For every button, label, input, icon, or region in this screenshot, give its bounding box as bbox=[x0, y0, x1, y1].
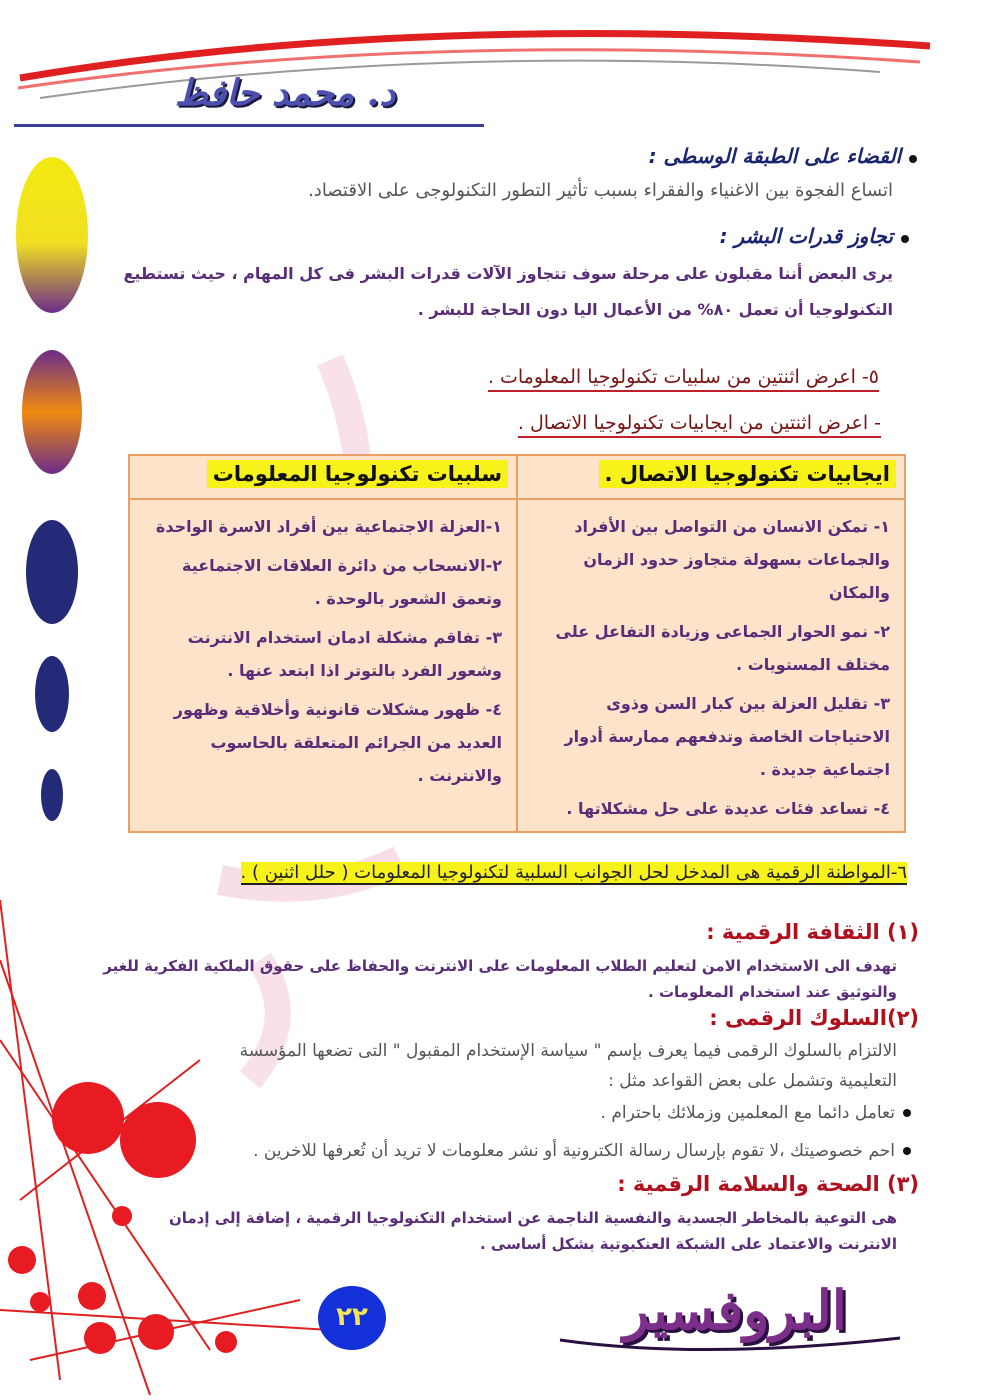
list-item: ١- تمكن الانسان من التواصل بين الأفراد والجماعات بسهولة متجاوز حدود الزمان والمكان bbox=[574, 517, 890, 602]
question-text: ٥- اعرض اثنتين من سلبيات تكنولوجيا المعلومات . bbox=[488, 366, 879, 392]
bullet-icon bbox=[901, 235, 909, 243]
section-text: الانترنت والاعتماد على الشبكة العنكبوتية بشكل أساسى . bbox=[479, 1235, 897, 1253]
list-item: ٣- تفاقم مشكلة ادمان استخدام الانترنت وشعور الفرد بالتوتر اذا ابتعد عنها . bbox=[187, 628, 502, 680]
red-circle bbox=[78, 1282, 106, 1310]
question-5b bbox=[518, 412, 881, 434]
red-circle bbox=[84, 1322, 116, 1354]
side-oval-navy-2 bbox=[35, 656, 69, 732]
red-circle bbox=[138, 1314, 174, 1350]
red-circle bbox=[30, 1292, 50, 1312]
question-5 bbox=[488, 366, 879, 388]
header-label: ايجابيات تكنولوجيا الاتصال . bbox=[599, 460, 896, 488]
author-name: د. محمد حافظ bbox=[174, 72, 396, 114]
list-item: ٢- نمو الحوار الجماعى وزيادة التفاعل على مختلف المستويات . bbox=[555, 622, 890, 674]
question-6 bbox=[241, 862, 907, 883]
author-underline bbox=[14, 124, 484, 127]
question-text: ٦-المواطنة الرقمية هى المدخل لحل الجوانب السلبية لتكنولوجيا المعلومات ( حلل اثنين ) . bbox=[240, 862, 907, 883]
section-text: التعليمية وتشمل على بعض القواعد مثل : bbox=[608, 1071, 897, 1091]
side-oval-orange bbox=[22, 350, 82, 474]
bullet-text: احم خصوصيتك ،لا تقوم بإرسال رسالة الكترونية أو نشر معلومات لا تريد أن تُعرفها للاخرين . bbox=[253, 1141, 895, 1161]
bullet-text: تعامل دائما مع المعلمين وزملائك باحترام . bbox=[600, 1103, 895, 1123]
section-bullet bbox=[121, 1098, 911, 1128]
section-text: الالتزام بالسلوك الرقمى فيما يعرف بإسم " سياسة الإستخدام المقبول " التى تضعها المؤسسة bbox=[239, 1041, 897, 1061]
header-label: سلبيات تكنولوجيا المعلومات bbox=[207, 460, 508, 488]
point-text-line: التكنولوجيا أن تعمل ٨٠% من الأعمال اليا دون الحاجة للبشر . bbox=[417, 300, 893, 319]
section-title: (٢)السلوك الرقمى : bbox=[709, 1006, 919, 1030]
comparison-table bbox=[128, 454, 906, 833]
section-bullet bbox=[111, 1136, 911, 1166]
side-oval-navy-1 bbox=[26, 520, 78, 624]
header-negatives bbox=[129, 455, 517, 499]
section-text: تهدف الى الاستخدام الامن لتعليم الطلاب المعلومات على الانترنت والحفاظ على حقوق الملكية الفكرية للغير bbox=[103, 957, 897, 975]
list-item: ٢-الانسحاب من دائرة العلاقات الاجتماعية وتعمق الشعور بالوحدة . bbox=[182, 556, 502, 608]
point-human-capacity bbox=[149, 224, 909, 248]
point-text: اتساع الفجوة بين الاغنياء والفقراء بسبب تأثير التطور التكنولوجى على الاقتصاد. bbox=[308, 180, 893, 201]
bullet-icon bbox=[903, 1147, 911, 1155]
list-item: ٤- ظهور مشكلات قانونية وأخلاقية وظهور العديد من الجرائم المتعلقة بالحاسوب والانترنت . bbox=[173, 700, 502, 785]
red-circle bbox=[215, 1331, 237, 1353]
question-text: - اعرض اثنتين من ايجابيات تكنولوجيا الاتصال . bbox=[518, 412, 881, 438]
page-number: ٢٢ bbox=[318, 1286, 386, 1350]
section-title: (٣) الصحة والسلامة الرقمية : bbox=[617, 1172, 919, 1196]
negatives-cell bbox=[129, 499, 517, 832]
side-oval-navy-3 bbox=[41, 769, 63, 821]
section-title: (١) الثقافة الرقمية : bbox=[706, 920, 919, 944]
point-title: تجاوز قدرات البشر : bbox=[719, 224, 893, 248]
bullet-icon bbox=[909, 155, 917, 163]
list-item: ٤- تساعد فئات عديدة على حل مشكلاتها . bbox=[566, 799, 890, 818]
positives-cell bbox=[517, 499, 905, 832]
section-text: هى التوعية بالمخاطر الجسدية والنفسية الناجمة عن استخدام التكنولوجيا الرقمية ، إضافة إلى إدمان bbox=[168, 1209, 897, 1227]
brand-logo: البروفسير bbox=[623, 1278, 847, 1342]
bullet-icon bbox=[903, 1109, 911, 1117]
list-item: ١-العزلة الاجتماعية بين أفراد الاسرة الواحدة bbox=[155, 517, 502, 536]
header-positives bbox=[517, 455, 905, 499]
point-middle-class bbox=[157, 144, 917, 168]
red-circle bbox=[112, 1206, 132, 1226]
side-oval-yellow bbox=[16, 157, 88, 313]
section-text: والتوثيق عند استخدام المعلومات . bbox=[648, 983, 897, 1001]
point-title: القضاء على الطبقة الوسطى : bbox=[648, 144, 901, 168]
red-circle bbox=[8, 1246, 36, 1274]
list-item: ٣- تقليل العزلة بين كبار السن وذوى الاحتياجات الخاصة وتدفعهم ممارسة أدوار اجتماعية جديدة . bbox=[564, 694, 890, 779]
point-text-line: يرى البعض أننا مقبلون على مرحلة سوف تتجاوز الآلات قدرات البشر فى كل المهام ، حيث تستطيع bbox=[123, 264, 893, 283]
